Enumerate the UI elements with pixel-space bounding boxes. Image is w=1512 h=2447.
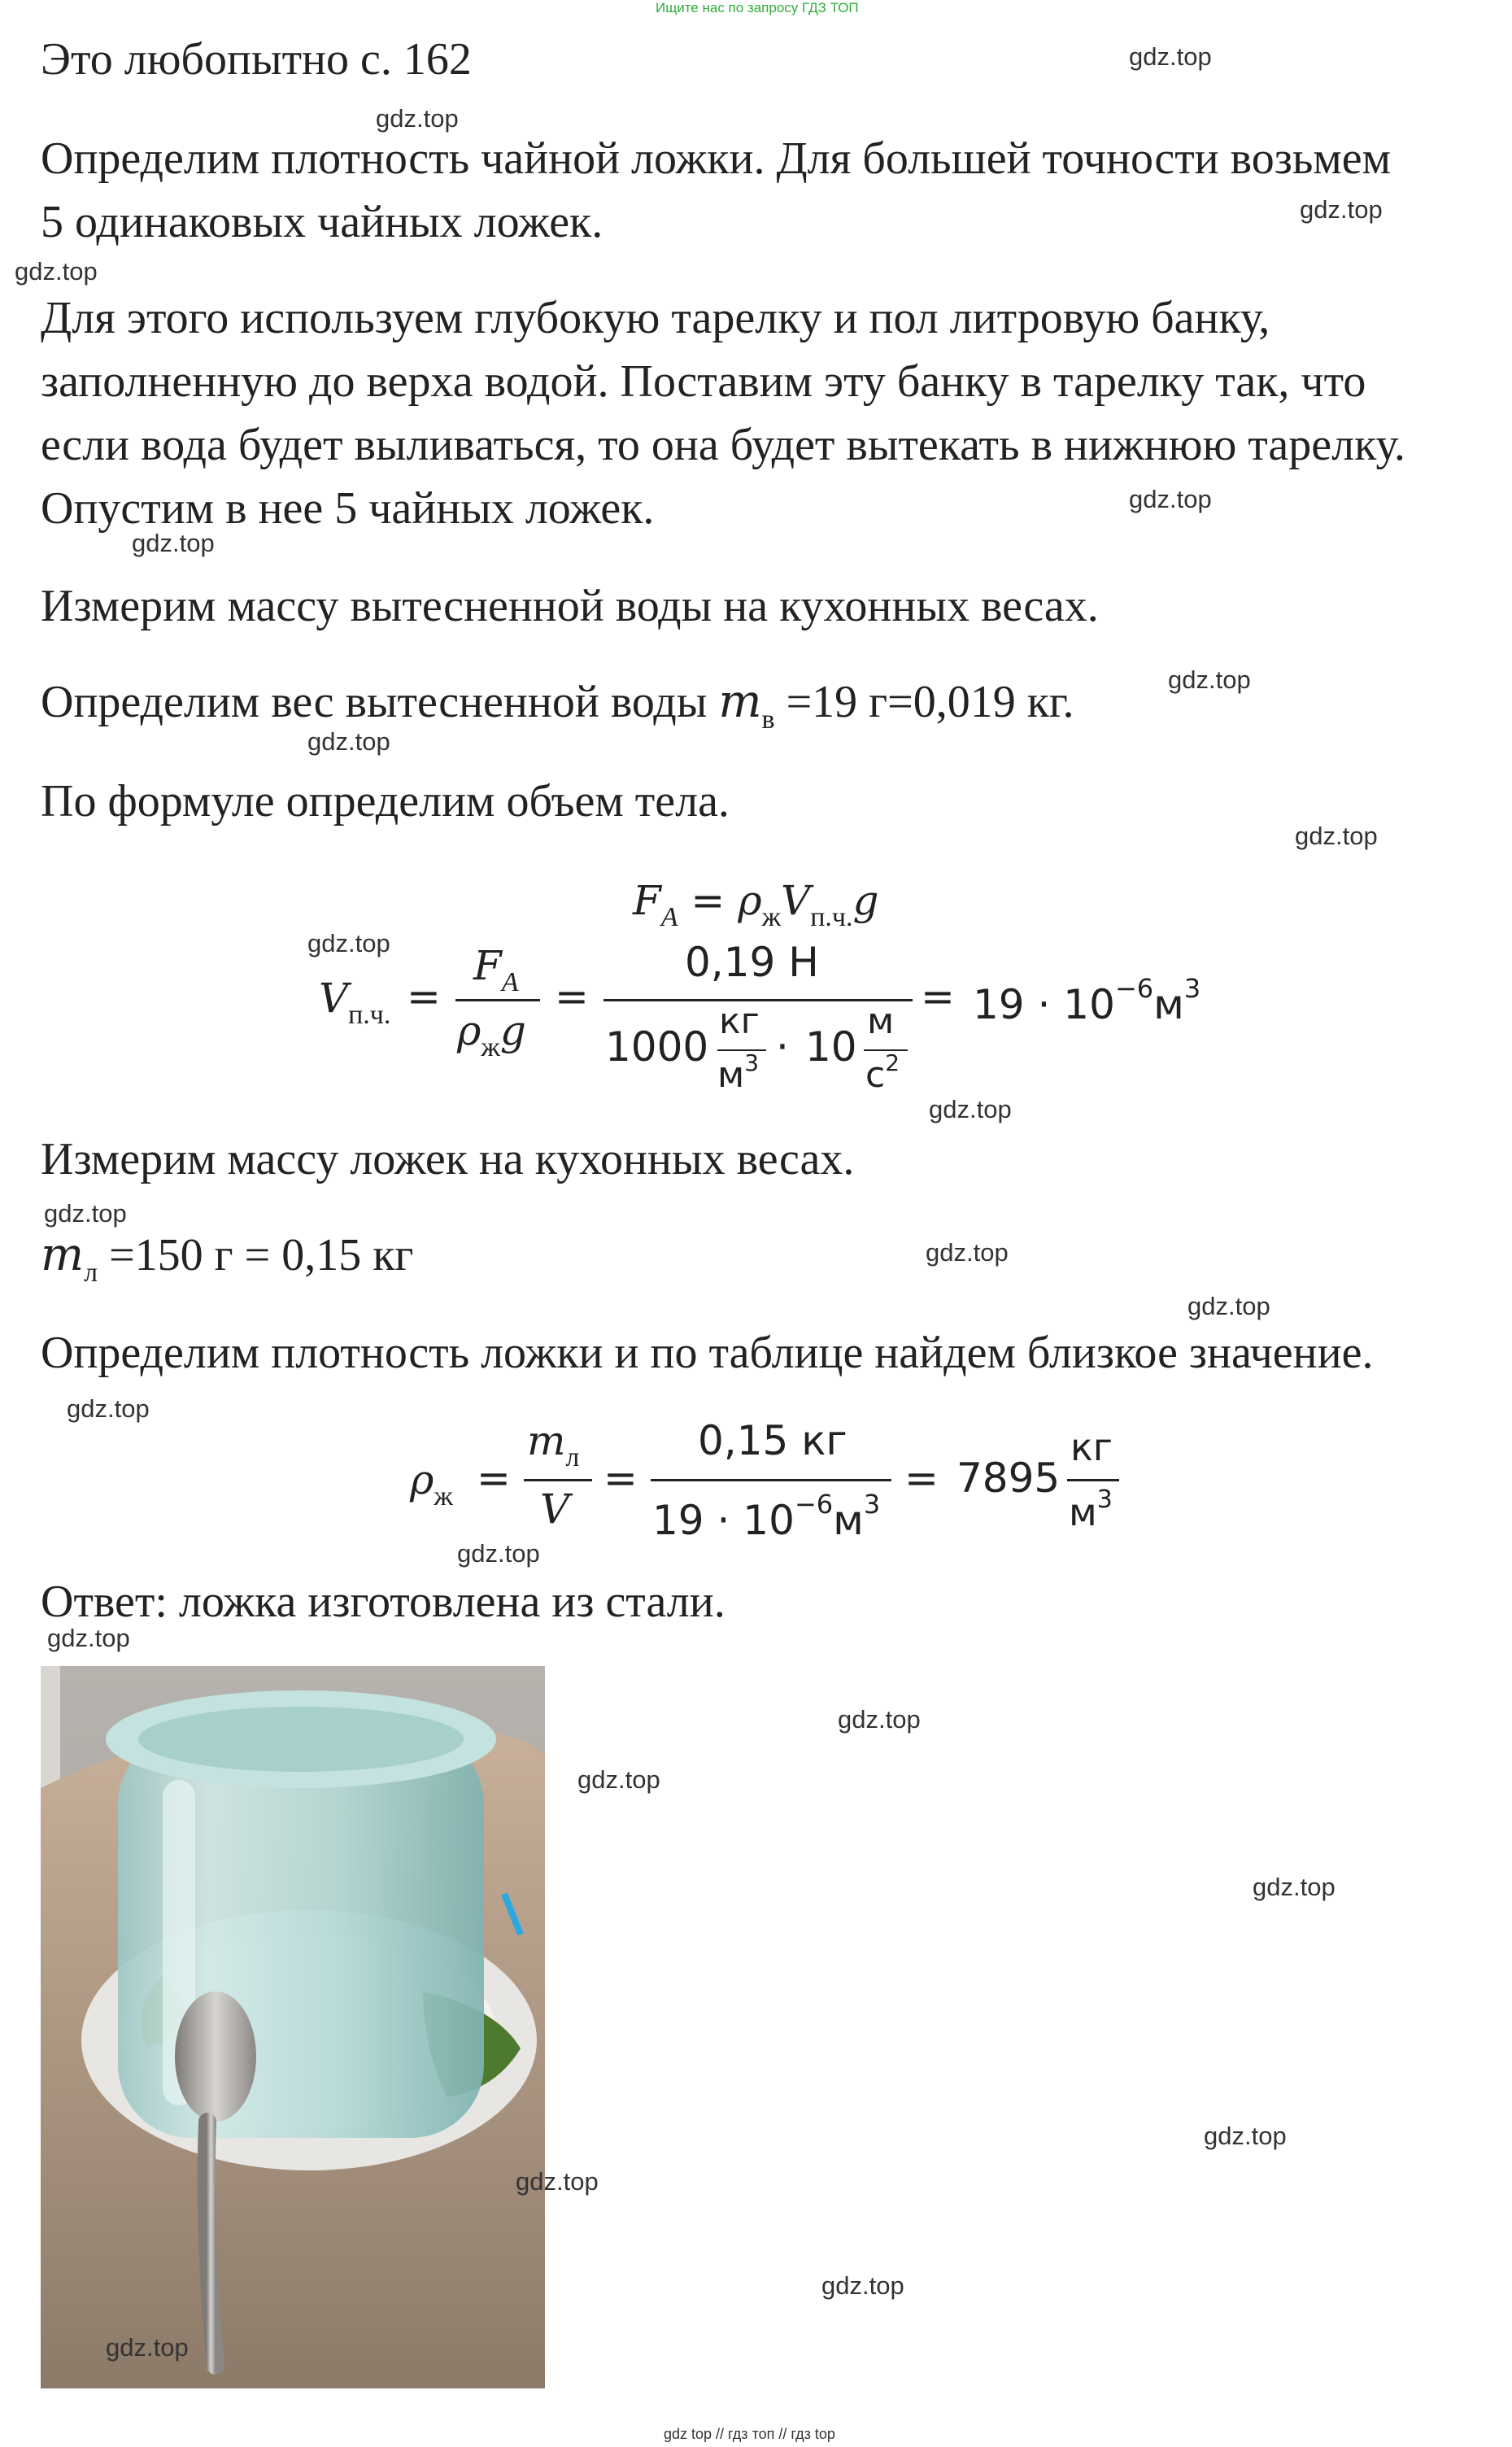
f2-lhs-sub: ж — [434, 1481, 453, 1511]
f1-ten: 10 — [805, 1023, 857, 1071]
watermark: gdz.top — [307, 929, 390, 957]
watermark: gdz.top — [1187, 1292, 1270, 1320]
p4-text-post: =19 г=0,019 кг. — [774, 677, 1074, 727]
f1-lhs-V: V — [319, 975, 349, 1022]
f1-m3-m: м — [717, 1054, 745, 1096]
watermark: gdz.top — [516, 2167, 599, 2196]
watermark: gdz.top — [1253, 1873, 1336, 1901]
paragraph-1-line-1: Определим плотность чайной ложки. Для большей точности возьмем — [41, 133, 1392, 184]
f1-top-g: g — [852, 877, 879, 924]
f1-dot: · — [776, 1023, 789, 1071]
f1-top-V-sub: п.ч. — [810, 902, 853, 932]
watermark: gdz.top — [47, 1624, 130, 1652]
f2-frac1-num — [527, 1417, 579, 1473]
heading: Это любопытно с. 162 — [41, 34, 472, 85]
watermark: gdz.top — [1129, 485, 1212, 513]
f1-result-unit-exp: 3 — [1183, 973, 1201, 1004]
f1-frac1-rho: ρ — [457, 1007, 481, 1054]
p7-text-post: =150 г = 0,15 кг — [98, 1230, 414, 1280]
f1-result — [973, 973, 1200, 1028]
f1-frac1-rho-sub: ж — [481, 1032, 500, 1062]
f2-frac2-den-unit-exp: 3 — [863, 1489, 881, 1520]
f2-unit-num: кг — [1070, 1425, 1113, 1469]
watermark: gdz.top — [838, 1705, 921, 1734]
p4-var-m: m — [718, 675, 762, 728]
f1-top-rho-sub: ж — [761, 902, 782, 932]
f1-m: м — [867, 1001, 895, 1042]
paragraph-3: Измерим массу вытесненной воды на кухонных весах. — [41, 581, 1099, 631]
p4-var-sub: в — [761, 704, 775, 735]
watermark: gdz.top — [1295, 822, 1378, 850]
p7-var-m: m — [41, 1228, 85, 1281]
f2-lhs-rho: ρ — [410, 1456, 434, 1503]
f1-frac1-F: F — [473, 942, 502, 989]
f1-m3 — [717, 1049, 759, 1096]
footer-links: gdz top // гдз топ // гдз top — [664, 2426, 835, 2442]
f2-unit-line — [1067, 1479, 1119, 1481]
f1-m3-exp: 3 — [744, 1049, 760, 1076]
watermark: gdz.top — [44, 1199, 127, 1228]
f1-top-rho: ρ — [738, 877, 762, 924]
f1-frac1-A: A — [501, 967, 519, 997]
formula-1-archimedes — [633, 877, 879, 933]
f1-frac1-line — [455, 999, 540, 1001]
watermark: gdz.top — [821, 2271, 904, 2300]
f2-frac1-line — [524, 1479, 592, 1481]
watermark: gdz.top — [926, 1238, 1009, 1267]
paragraph-5: По формуле определим объем тела. — [41, 776, 730, 827]
watermark: gdz.top — [457, 1539, 540, 1568]
watermark: gdz.top — [1168, 665, 1251, 694]
f1-frac2-num: 0,19 Н — [685, 939, 819, 986]
f2-frac1-V: V — [540, 1485, 570, 1533]
watermark: gdz.top — [1129, 42, 1212, 71]
paragraph-2-line-3: если вода будет выливаться, то она будет вытекать в нижнюю тарелку. — [41, 420, 1405, 470]
watermark: gdz.top — [106, 2333, 189, 2362]
f1-top-V: V — [781, 877, 811, 924]
watermark: gdz.top — [1300, 195, 1383, 224]
f1-eq-1: = — [407, 973, 441, 1020]
f1-frac1-g: g — [499, 1007, 526, 1054]
f1-s: с — [865, 1054, 886, 1096]
f1-lhs-sub: п.ч. — [348, 1000, 391, 1030]
f2-frac1-sub: л — [565, 1442, 580, 1472]
answer: Ответ: ложка изготовлена из стали. — [41, 1577, 725, 1627]
f1-top-eq: = — [691, 877, 725, 924]
watermark: gdz.top — [929, 1095, 1012, 1123]
f2-unit-den-m: м — [1069, 1490, 1097, 1534]
f1-s2 — [865, 1049, 900, 1096]
f2-lhs — [410, 1456, 453, 1512]
watermark: gdz.top — [376, 104, 459, 133]
f1-lhs — [319, 975, 390, 1031]
f1-s-exp: 2 — [885, 1049, 900, 1076]
photo-illustration — [41, 1666, 545, 2388]
paragraph-6: Измерим массу ложек на кухонных весах. — [41, 1134, 855, 1184]
f2-unit-den — [1069, 1485, 1113, 1534]
f2-result: 7895 — [956, 1455, 1061, 1502]
p7-var-sub: л — [84, 1258, 98, 1288]
f2-unit-den-exp: 3 — [1096, 1485, 1113, 1514]
paragraph-8: Определим плотность ложки и по таблице найдем близкое значение. — [41, 1328, 1374, 1378]
f2-frac2-den-exp: −6 — [794, 1489, 834, 1520]
f2-frac1-den — [540, 1485, 569, 1533]
paragraph-2-line-4: Опустим в нее 5 чайных ложек. — [41, 483, 655, 534]
f2-frac2-num: 0,15 кг — [698, 1417, 848, 1464]
f2-eq-1: = — [477, 1455, 511, 1502]
f1-result-value: 19 · 10 — [973, 981, 1115, 1028]
f1-top-A: A — [660, 902, 678, 932]
watermark: gdz.top — [307, 727, 390, 756]
top-note: Ищите нас по запросу ГДЗ ТОП — [656, 0, 859, 15]
paragraph-1-line-2: 5 одинаковых чайных ложек. — [41, 197, 603, 247]
watermark: gdz.top — [67, 1394, 150, 1423]
p4-text-pre: Определим вес вытесненной воды — [41, 677, 719, 727]
f1-kg: кг — [719, 1001, 760, 1042]
f1-eq-3: = — [921, 973, 955, 1020]
f2-frac2-den-value: 19 · 10 — [652, 1497, 795, 1544]
paragraph-4 — [41, 670, 1074, 752]
watermark: gdz.top — [132, 529, 215, 557]
paragraph-2-line-1: Для этого используем глубокую тарелку и пол литровую банку, — [41, 293, 1270, 343]
f2-frac2-den-unit: м — [833, 1497, 864, 1544]
f1-frac1-num — [473, 942, 518, 998]
photo-jar-spoon — [41, 1666, 545, 2388]
f2-eq-2: = — [603, 1455, 638, 1502]
f2-eq-3: = — [904, 1455, 939, 1502]
f2-frac1-m: m — [527, 1417, 566, 1464]
paragraph-7 — [41, 1224, 413, 1305]
watermark: gdz.top — [15, 257, 98, 286]
f2-frac2-line — [651, 1479, 891, 1481]
paragraph-2-line-2: заполненную до верха водой. Поставим эту банку в тарелку так, что — [41, 356, 1366, 407]
watermark: gdz.top — [577, 1765, 660, 1794]
watermark: gdz.top — [1204, 2122, 1287, 2150]
f1-result-unit: м — [1153, 981, 1184, 1028]
f2-frac2-den — [652, 1489, 880, 1544]
f1-top-F: F — [633, 877, 661, 924]
f1-eq-2: = — [555, 973, 589, 1020]
f1-result-exp: −6 — [1114, 973, 1154, 1004]
f1-frac2-1000: 1000 — [605, 1023, 709, 1071]
f1-frac1-den — [457, 1007, 526, 1063]
